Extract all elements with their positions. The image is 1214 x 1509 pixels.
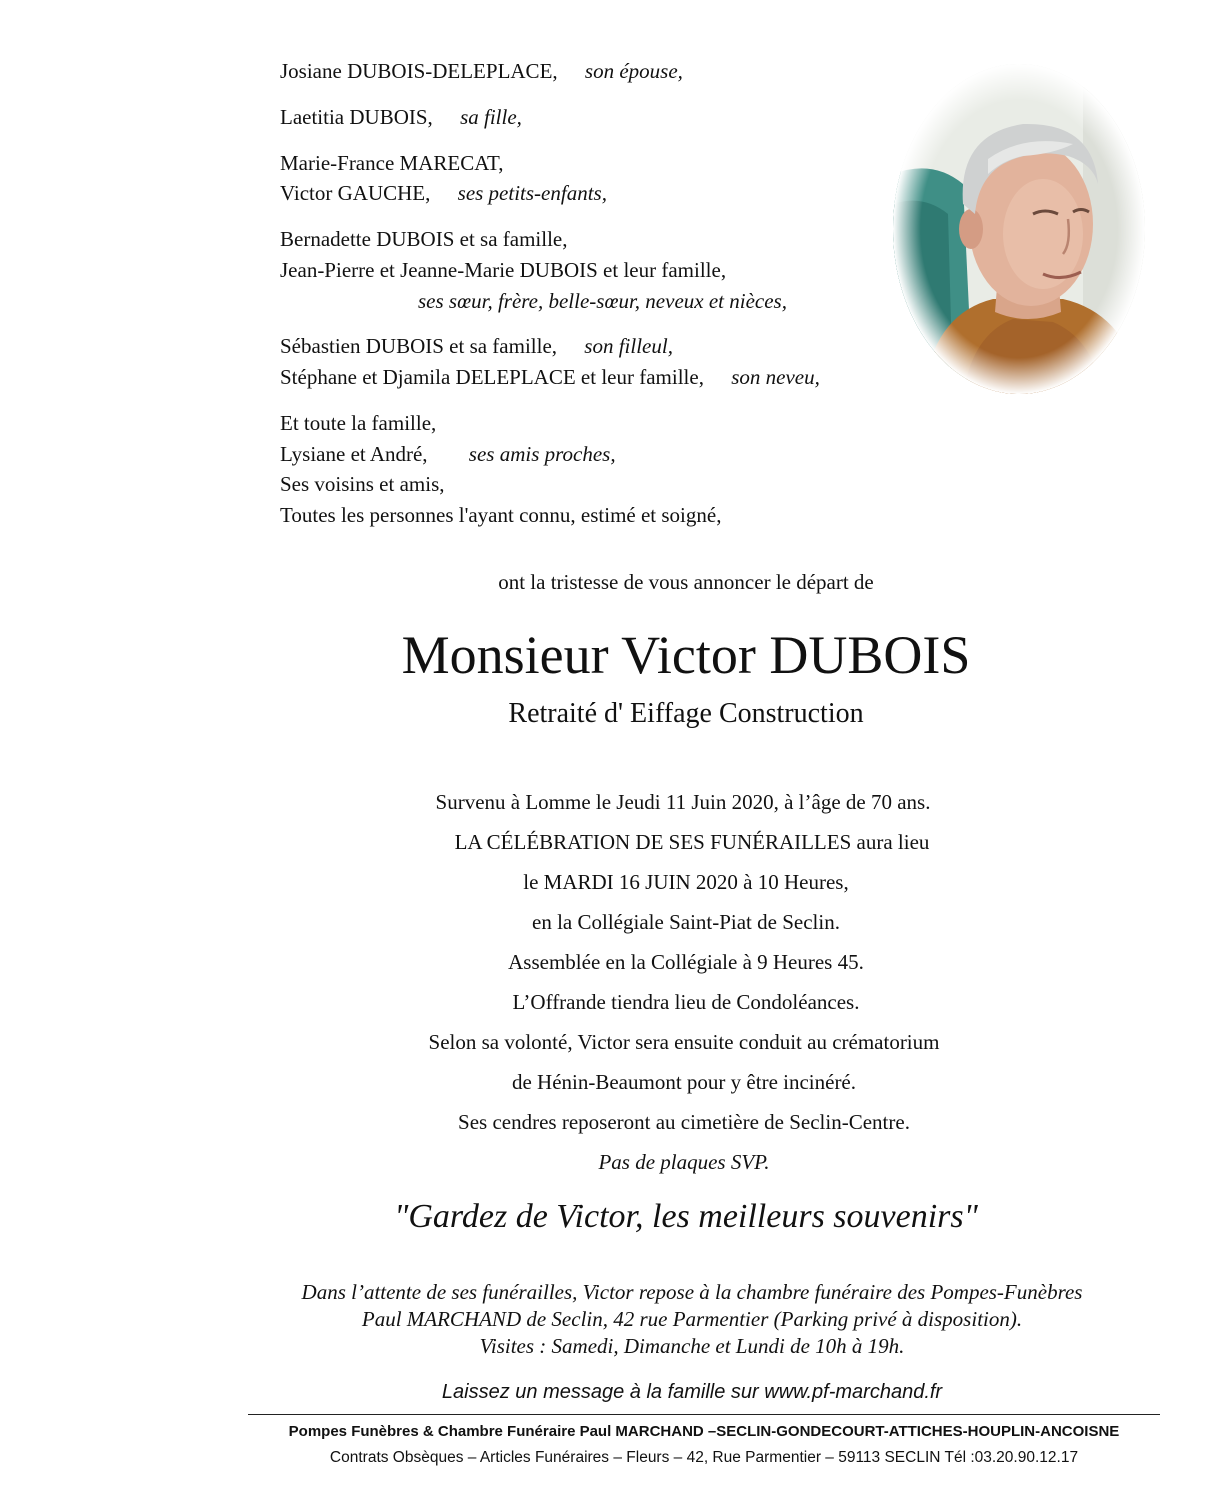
family-line: Jean-Pierre et Jeanne-Marie DUBOIS et leur famille, bbox=[280, 258, 727, 282]
family-line: Et toute la famille, bbox=[280, 411, 437, 435]
detail-line: Ses cendres reposeront au cimetière de Seclin-Centre. bbox=[458, 1110, 910, 1134]
portrait-image bbox=[893, 64, 1145, 394]
portrait-photo bbox=[893, 64, 1145, 394]
deceased-name: Monsieur Victor DUBOIS bbox=[401, 625, 971, 685]
family-line: Laetitia DUBOIS, sa fille, bbox=[280, 105, 522, 129]
family-line: Marie-France MARECAT, bbox=[280, 151, 504, 175]
detail-line: Survenu à Lomme le Jeudi 11 Juin 2020, à l’âge de 70 ans. bbox=[435, 790, 931, 814]
family-line: Sébastien DUBOIS et sa famille, son filleul, bbox=[280, 334, 673, 358]
detail-line: LA CÉLÉBRATION DE SES FUNÉRAILLES aura lieu bbox=[454, 830, 930, 854]
deceased-title: Retraité d' Eiffage Construction bbox=[508, 698, 864, 729]
family-line: Stéphane et Djamila DELEPLACE et leur famille, son neveu, bbox=[280, 365, 820, 389]
footer-company: Pompes Funèbres & Chambre Funéraire Paul MARCHAND –SECLIN-GONDECOURT-ATTICHES-HOUPLIN-ANCOISNE bbox=[288, 1423, 1120, 1440]
message-link[interactable]: Laissez un message à la famille sur www.pf-marchand.fr bbox=[441, 1381, 943, 1403]
repose-line: Dans l’attente de ses funérailles, Victor repose à la chambre funéraire des Pompes-Funèbres bbox=[301, 1280, 1083, 1304]
repose-line: Paul MARCHAND de Seclin, 42 rue Parmentier (Parking privé à disposition). bbox=[361, 1307, 1023, 1331]
family-line: Toutes les personnes l'ayant connu, estimé et soigné, bbox=[280, 503, 722, 527]
family-line: Lysiane et André, ses amis proches, bbox=[280, 442, 616, 466]
no-plaques-note: Pas de plaques SVP. bbox=[598, 1150, 770, 1174]
detail-line: en la Collégiale Saint-Piat de Seclin. bbox=[532, 910, 840, 934]
detail-line: Assemblée en la Collégiale à 9 Heures 45. bbox=[508, 950, 864, 974]
family-relation-line: ses sœur, frère, belle-sœur, neveux et nièces, bbox=[418, 289, 787, 313]
family-line: Victor GAUCHE, ses petits-enfants, bbox=[280, 181, 607, 205]
family-line: Ses voisins et amis, bbox=[280, 472, 445, 496]
detail-line: de Hénin-Beaumont pour y être incinéré. bbox=[511, 1070, 857, 1094]
quote: "Gardez de Victor, les meilleurs souvenirs" bbox=[394, 1198, 978, 1235]
family-line: Bernadette DUBOIS et sa famille, bbox=[280, 227, 568, 251]
footer-contact: Contrats Obsèques – Articles Funéraires – Fleurs – 42, Rue Parmentier – 59113 SECLIN Tél :03.20.90.12.17 bbox=[329, 1449, 1079, 1466]
detail-line: L’Offrande tiendra lieu de Condoléances. bbox=[512, 990, 860, 1014]
announcement-text: ont la tristesse de vous annoncer le départ de bbox=[498, 570, 874, 594]
footer-divider bbox=[248, 1414, 1160, 1415]
family-line: Josiane DUBOIS-DELEPLACE, son épouse, bbox=[280, 59, 683, 83]
repose-line: Visites : Samedi, Dimanche et Lundi de 10h à 19h. bbox=[479, 1334, 905, 1358]
detail-line: le MARDI 16 JUIN 2020 à 10 Heures, bbox=[523, 870, 849, 894]
detail-line: Selon sa volonté, Victor sera ensuite conduit au crématorium bbox=[428, 1030, 940, 1054]
